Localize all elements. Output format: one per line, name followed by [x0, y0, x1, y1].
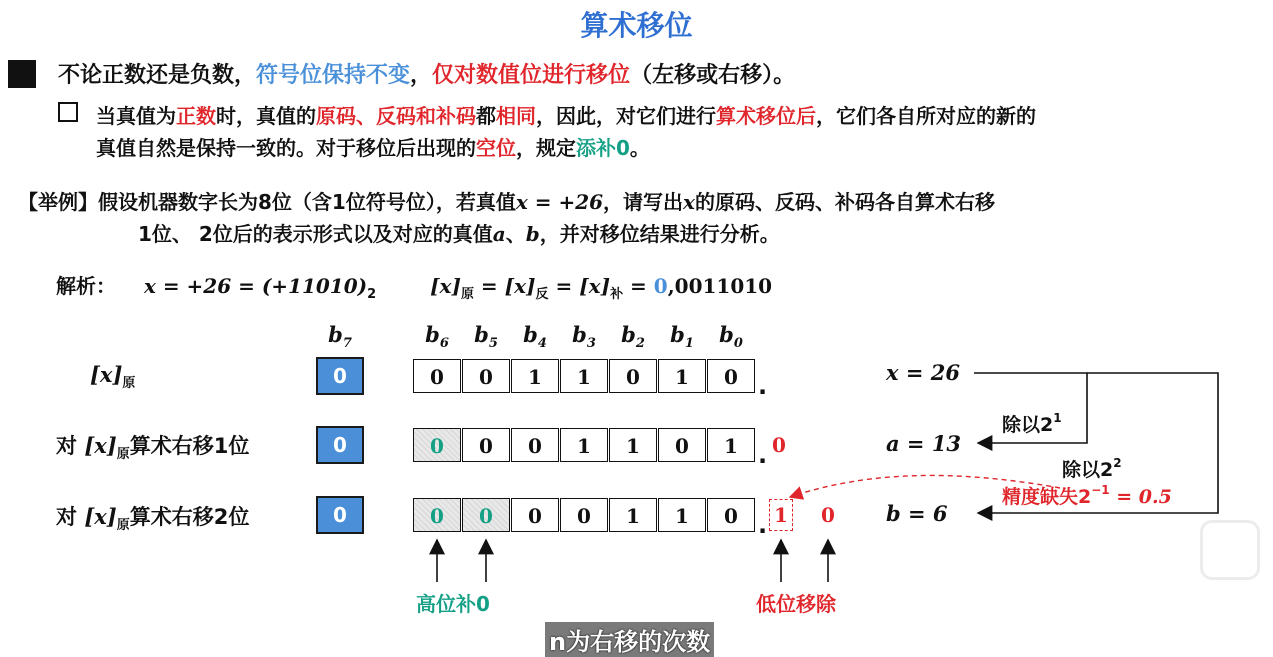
hdr: b	[425, 322, 440, 347]
hdr: b	[719, 322, 734, 347]
page-title: 算术移位	[580, 9, 693, 42]
binary-point: .	[758, 441, 768, 469]
sub: 原	[116, 447, 130, 462]
hdr-sub: 4	[537, 336, 547, 351]
text: 1位、 2位后的表示形式以及对应的真值	[138, 222, 493, 246]
hdr: b	[572, 322, 587, 347]
high-fill-label: 高位补0	[416, 592, 490, 616]
text: ，请写出	[603, 190, 684, 214]
text: ，它们各自所对应的新的	[816, 104, 1036, 128]
text: ，因此，对它们进行	[536, 104, 716, 128]
bit-cell: 0	[413, 359, 461, 393]
bit-cell: 1	[707, 428, 755, 462]
bit-cell: 0	[511, 428, 559, 462]
divide-by-2-2	[1062, 455, 1122, 482]
text: 。	[629, 136, 650, 160]
math: =	[473, 274, 505, 298]
math: x = +26	[515, 190, 604, 214]
filled-bit-cell: 0	[462, 498, 510, 532]
sub: 反	[535, 287, 549, 302]
sup: 2	[1113, 456, 1122, 470]
highlight: 相同	[496, 104, 536, 128]
bit-cell: 1	[658, 498, 706, 532]
text: 、	[505, 222, 526, 246]
sub: 补	[610, 287, 624, 302]
hdr-sub: 1	[684, 336, 694, 351]
math: [x]	[430, 274, 461, 298]
text: 对	[56, 505, 85, 529]
highlight: 空位	[476, 136, 516, 160]
highlight: 添补0	[576, 136, 630, 160]
hdr: b	[670, 322, 685, 347]
rule-highlight-value: 仅对数值位进行移位	[432, 63, 631, 88]
math: x	[683, 190, 695, 214]
bit-cell: 0	[511, 498, 559, 532]
divide-by-2-1	[1002, 410, 1062, 437]
rule-text: 不论正数还是负数，	[58, 63, 257, 88]
bit-cell: 0	[707, 359, 755, 393]
hdr-sub: 6	[439, 336, 449, 351]
bit-cell: 1	[511, 359, 559, 393]
sign-bit-cell: 0	[316, 496, 364, 534]
sign-bit-cell: 0	[316, 426, 364, 464]
sub: 原	[460, 287, 474, 302]
hdr: b	[523, 322, 538, 347]
video-caption: n为右移的次数	[545, 622, 714, 657]
removed-bit: 0	[821, 503, 835, 527]
math: =	[548, 274, 580, 298]
hdr: b	[328, 322, 343, 347]
value-a: a = 13	[886, 431, 962, 456]
value-bits: ,0011010	[667, 274, 773, 298]
text: 算术右移2位	[129, 505, 250, 529]
hdr-sub: 7	[342, 336, 352, 351]
watermark-logo-icon	[1200, 520, 1260, 580]
text: 都	[476, 104, 496, 128]
math: [x]	[579, 274, 611, 298]
bit-cell: 1	[560, 428, 608, 462]
sup: −1	[1091, 483, 1110, 497]
analysis-equation: x = +26 = (+11010)	[143, 274, 368, 298]
bit-cell: 0	[560, 498, 608, 532]
math: [x]	[84, 504, 117, 529]
text: ，并对移位结果进行分析。	[539, 222, 780, 246]
sub: 原	[116, 518, 130, 533]
rule-comma: ，	[410, 63, 433, 88]
precision-loss-note	[1002, 482, 1172, 509]
bit-cell: 1	[609, 428, 657, 462]
text: 精度缺失2	[1002, 486, 1092, 508]
text: 除以2	[1062, 459, 1114, 481]
highlight: 正数	[176, 104, 216, 128]
hdr: b	[621, 322, 636, 347]
lost-bit-box: 1	[769, 499, 793, 531]
text: 真值自然是保持一致的。对于移位后出现的	[96, 136, 476, 160]
text: 的原码、反码、补码各自算术右移	[694, 190, 995, 214]
bit-cell: 1	[658, 359, 706, 393]
bit-cell: 1	[560, 359, 608, 393]
text: 当真值为	[96, 104, 176, 128]
math: = 0.5	[1109, 486, 1172, 508]
math: [x]	[84, 433, 117, 458]
highlight: 算术移位后	[716, 104, 816, 128]
math: =	[623, 274, 654, 298]
math: [x]	[504, 274, 536, 298]
math: a	[492, 222, 506, 246]
filled-bit-cell: 0	[413, 428, 461, 462]
bit-cell: 0	[609, 359, 657, 393]
text: 对	[56, 434, 85, 458]
removed-bit: 0	[772, 433, 786, 457]
rule-highlight-sign: 符号位保持不变	[256, 63, 411, 88]
hdr: b	[474, 322, 489, 347]
hdr-sub: 2	[635, 336, 645, 351]
low-removed-label: 低位移除	[756, 592, 836, 616]
sign-bit-cell: 0	[316, 357, 364, 395]
highlight: 原码、反码和补码	[316, 104, 476, 128]
sub: 原	[122, 376, 136, 391]
bit-cell: 0	[707, 498, 755, 532]
text: 算术右移1位	[129, 434, 250, 458]
hdr-sub: 0	[733, 336, 743, 351]
text: 【举例】假设机器数字长为8位（含1位符号位），若真值	[18, 190, 516, 214]
bit-cell: 0	[658, 428, 706, 462]
hdr-sub: 5	[488, 336, 498, 351]
analysis-subscript: 2	[367, 287, 377, 302]
filled-bit-cell: 0	[413, 498, 461, 532]
sup: 1	[1053, 411, 1062, 425]
text: ，规定	[516, 136, 576, 160]
bit-cell: 0	[462, 359, 510, 393]
math: b	[525, 222, 540, 246]
text: 时，真值的	[216, 104, 316, 128]
binary-point: .	[758, 372, 768, 400]
sign-zero: 0	[653, 274, 668, 298]
hdr-sub: 3	[586, 336, 596, 351]
value-x: x = 26	[886, 360, 960, 385]
analysis-label: 解析：	[56, 274, 116, 298]
text: 除以2	[1002, 414, 1054, 436]
value-b: b = 6	[886, 501, 948, 526]
rule-suffix: （左移或右移）。	[630, 63, 796, 88]
bit-cell: 0	[462, 428, 510, 462]
binary-point: .	[758, 511, 768, 539]
math: [x]	[90, 362, 123, 387]
bit-cell: 1	[609, 498, 657, 532]
